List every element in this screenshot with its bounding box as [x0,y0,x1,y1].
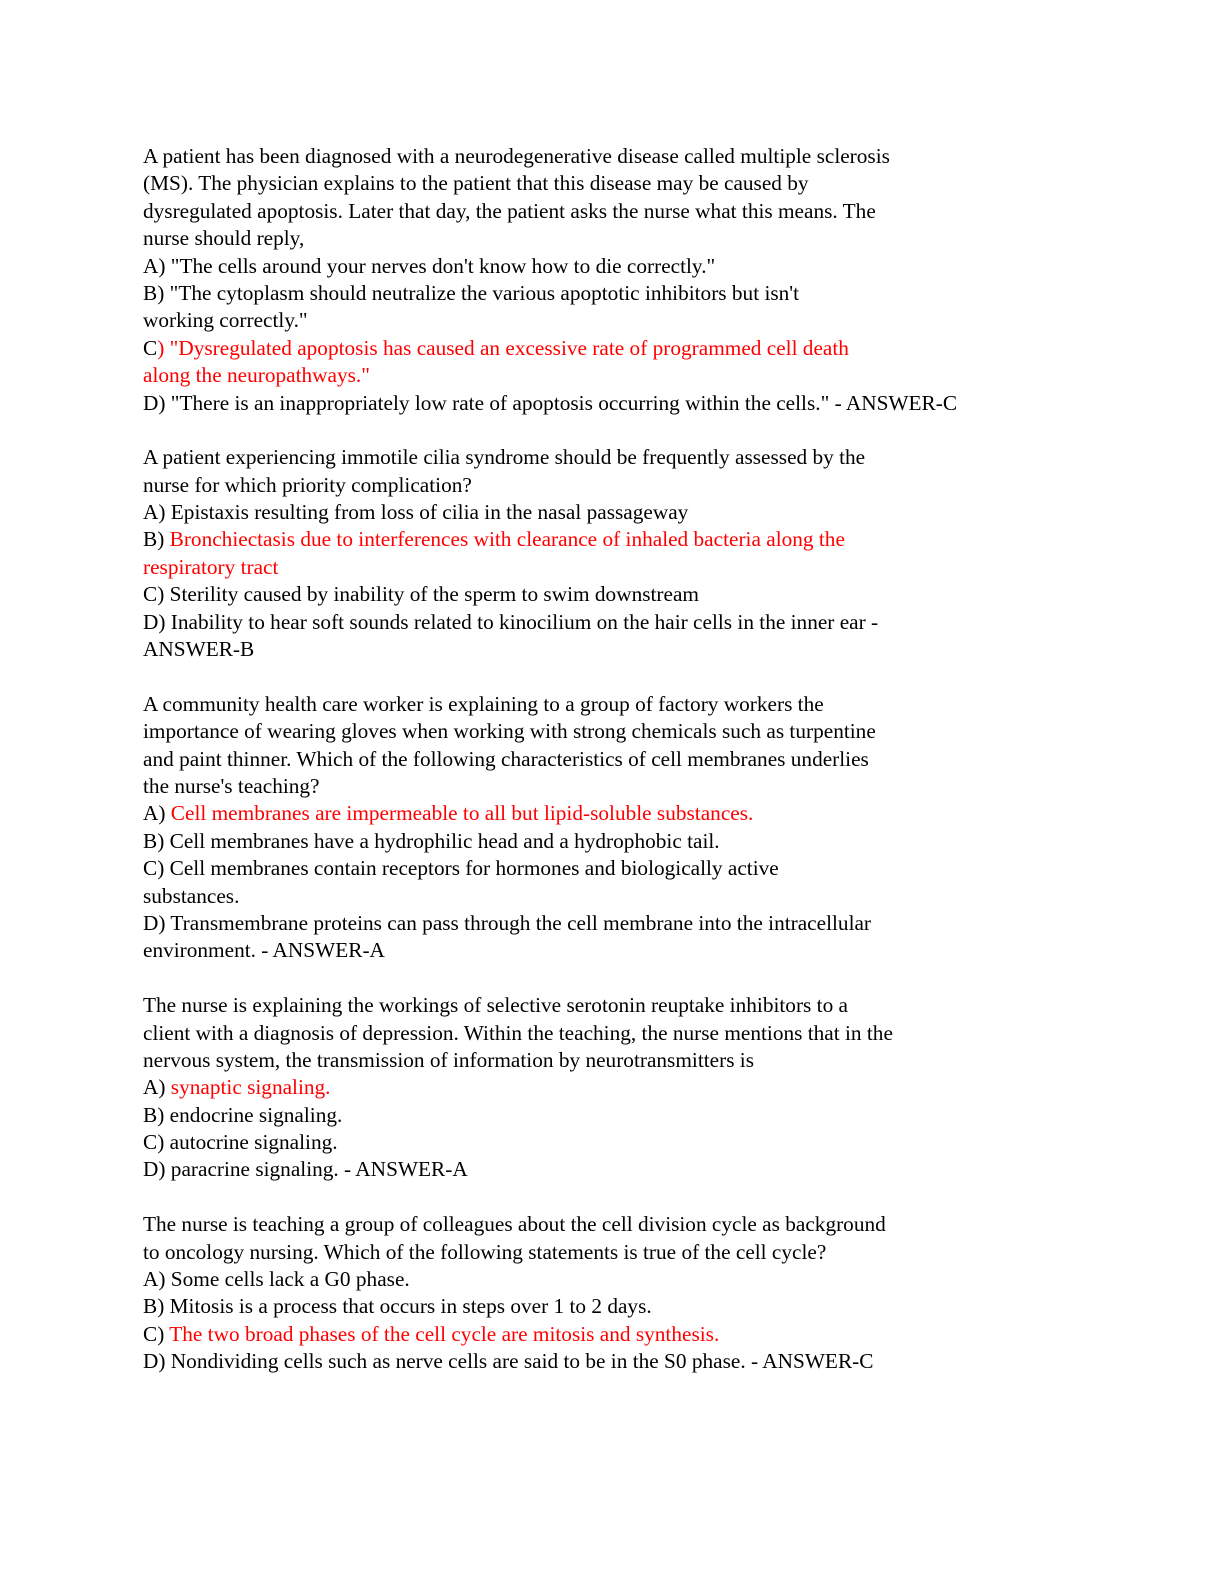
text-segment: C) autocrine signaling. [143,1130,338,1155]
text-segment: D) "There is an inappropriately low rate of apoptosis occurring within the cells." - ANSWER-C [143,390,958,415]
highlighted-answer-text: Bronchiectasis due to interferences with clearance of inhaled bacteria along the [169,527,845,552]
text-line [143,581,1083,608]
text-segment: dysregulated apoptosis. Later that day, the patient asks the nurse what this means. The [143,198,876,223]
text-line [143,636,1083,663]
text-segment: ANSWER-B [143,637,255,662]
question-block [143,444,1083,663]
text-segment: B) [143,527,170,552]
question-block [143,992,1083,1184]
text-segment: C [143,335,158,360]
text-segment: substances. [143,883,240,908]
text-segment: working correctly." [143,308,308,333]
text-line [143,499,1083,526]
text-line [143,554,1083,581]
text-segment: A) Epistaxis resulting from loss of cilia in the nasal passageway [143,500,689,525]
text-segment: D) Transmembrane proteins can pass through the cell membrane into the intracellular [143,910,872,935]
text-line [143,143,1083,170]
text-segment: (MS). The physician explains to the patient that this disease may be caused by [143,171,809,196]
text-line [143,526,1083,553]
text-line [143,472,1083,499]
text-line [143,198,1083,225]
text-line [143,800,1083,827]
text-line [143,1020,1083,1047]
text-segment: The nurse is teaching a group of colleagues about the cell division cycle as background [143,1212,886,1237]
text-line [143,362,1083,389]
text-line [143,937,1083,964]
highlighted-answer-text: along the neuropathways." [143,363,370,388]
text-segment: C) Sterility caused by inability of the sperm to swim downstream [143,582,699,607]
text-segment: nurse for which priority complication? [143,472,472,497]
text-line [143,718,1083,745]
text-segment: the nurse's teaching? [143,773,320,798]
text-segment: B) endocrine signaling. [143,1102,343,1127]
text-line [143,1211,1083,1238]
text-line [143,1102,1083,1129]
text-line [143,773,1083,800]
text-line [143,828,1083,855]
text-line [143,280,1083,307]
question-block [143,143,1083,417]
text-segment: A community health care worker is explaining to a group of factory workers the [143,691,824,716]
question-block [143,1211,1083,1375]
text-segment: A patient experiencing immotile cilia syndrome should be frequently assessed by the [143,445,866,470]
text-segment: nurse should reply, [143,226,305,251]
text-segment: The nurse is explaining the workings of selective serotonin reuptake inhibitors to a [143,993,848,1018]
text-line [143,444,1083,471]
text-segment: B) Cell membranes have a hydrophilic head and a hydrophobic tail. [143,828,720,853]
highlighted-answer-text: synaptic signaling. [170,1075,331,1100]
text-line [143,883,1083,910]
text-line [143,746,1083,773]
text-line [143,992,1083,1019]
text-line [143,1156,1083,1183]
text-segment: A patient has been diagnosed with a neurodegenerative disease called multiple sclerosis [143,144,890,168]
highlighted-answer-text: The two broad phases of the cell cycle are mitosis and synthesis. [169,1321,720,1346]
text-segment: D) Inability to hear soft sounds related to kinocilium on the hair cells in the inner ear - [143,609,879,634]
text-line [143,609,1083,636]
text-segment: and paint thinner. Which of the following characteristics of cell membranes underlies [143,746,869,771]
text-segment: A) [143,1075,171,1100]
text-line [143,1293,1083,1320]
text-line [143,170,1083,197]
text-segment: A) Some cells lack a G0 phase. [143,1267,410,1292]
text-line [143,1074,1083,1101]
text-segment: C) Cell membranes contain receptors for hormones and biologically active [143,856,779,881]
text-line [143,855,1083,882]
text-line [143,691,1083,718]
highlighted-answer-text: respiratory tract [143,554,279,579]
highlighted-answer-text: ) "Dysregulated apoptosis has caused an excessive rate of programmed cell death [157,335,849,360]
text-line [143,225,1083,252]
text-line [143,1239,1083,1266]
text-segment: environment. - ANSWER-A [143,938,385,963]
text-line [143,1321,1083,1348]
text-segment: A) "The cells around your nerves don't know how to die correctly." [143,253,716,278]
text-segment: B) Mitosis is a process that occurs in steps over 1 to 2 days. [143,1294,652,1319]
text-segment: C) [143,1321,170,1346]
text-line [143,1266,1083,1293]
text-segment: to oncology nursing. Which of the following statements is true of the cell cycle? [143,1239,827,1264]
text-segment: client with a diagnosis of depression. Within the teaching, the nurse mentions that in the [143,1020,893,1045]
text-line [143,335,1083,362]
text-line [143,1047,1083,1074]
text-line [143,910,1083,937]
document-page [143,143,1083,1403]
text-segment: importance of wearing gloves when working with strong chemicals such as turpentine [143,719,876,744]
text-segment: D) Nondividing cells such as nerve cells are said to be in the S0 phase. - ANSWER-C [143,1349,874,1374]
text-line [143,253,1083,280]
text-segment: B) "The cytoplasm should neutralize the various apoptotic inhibitors but isn't [143,280,800,305]
text-segment: D) paracrine signaling. - ANSWER-A [143,1157,468,1182]
highlighted-answer-text: Cell membranes are impermeable to all but lipid-soluble substances. [170,801,754,826]
text-segment: A) [143,801,171,826]
text-line [143,1348,1083,1375]
text-line [143,1129,1083,1156]
text-line [143,307,1083,334]
question-block [143,691,1083,965]
text-line [143,390,1083,417]
text-segment: nervous system, the transmission of information by neurotransmitters is [143,1047,755,1072]
